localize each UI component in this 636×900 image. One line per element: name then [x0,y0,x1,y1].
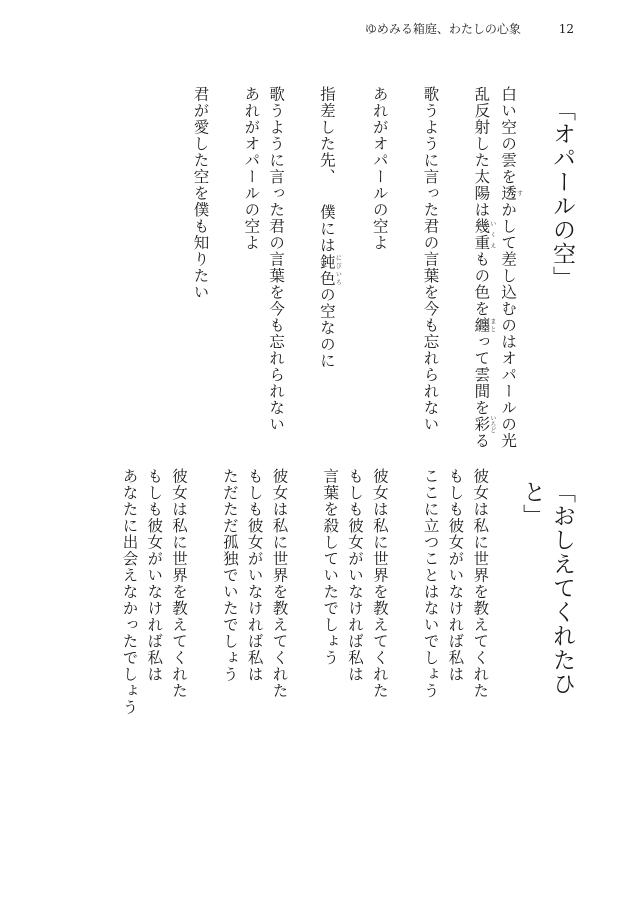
poem-opal-sky [188,86,576,449]
page-number: 12 [558,22,574,36]
stanza-gap [341,86,367,406]
poem-the-one-who-taught-me [117,468,576,728]
stanza-gap [443,86,469,406]
poem-line: 指差した先、 僕には鈍色にびいろの空なのに [317,86,342,369]
poem-line: もしも彼女がいなければ私は [145,468,164,683]
poem-line: もしも彼女がいなければ私は [245,468,264,683]
poem-line: 歌うように言った君の言葉を今も忘れられない [267,86,286,433]
stanza-gap [191,468,217,728]
poem-line: 言葉を殺していたでしょう [321,468,340,666]
poem-line: もしも彼女がいなければ私は [446,468,465,683]
poem-line: 君が愛した空を僕も知りたい [191,86,210,301]
poem-line: 彼女は私に世界を教えてくれた [170,468,189,699]
stanza-gap [213,86,239,406]
poem-line: 彼女は私に世界を教えてくれた [471,468,490,699]
book-title: ゆめみる箱庭、わたしの心象 [364,22,521,36]
poem-line: あれがオパールの空よ [370,86,389,251]
poem-line: あれがオパールの空よ [242,86,261,251]
poem-title: 「おしえてくれたひと」 [519,480,575,696]
stanza-gap [392,468,418,728]
poem-line: 乱反射した太陽は幾重いくえもの色を纏まとって雲間を彩いろどる [472,86,496,449]
poem-line: 白い空の雲を透すかして差し込むのはオパールの光 [499,86,523,449]
poem-line: 彼女は私に世界を教えてくれた [270,468,289,699]
poem-line: 彼女は私に世界を教えてくれた [370,468,389,699]
running-header [365,20,574,37]
poem-line: ここに立つことはないでしょう [421,468,440,699]
poem-line: 歌うように言った君の言葉を今も忘れられない [421,86,440,433]
poem-title: 「オパールの空」 [549,98,575,290]
stanza-gap [392,86,418,406]
poem-line: ただただ孤独でいたでしょう [220,468,239,683]
poem-line: あなたに出会えなかったでしょう [120,468,139,716]
stanza-gap [288,86,314,406]
stanza-gap [291,468,317,728]
poem-line: もしも彼女がいなければ私は [346,468,365,683]
